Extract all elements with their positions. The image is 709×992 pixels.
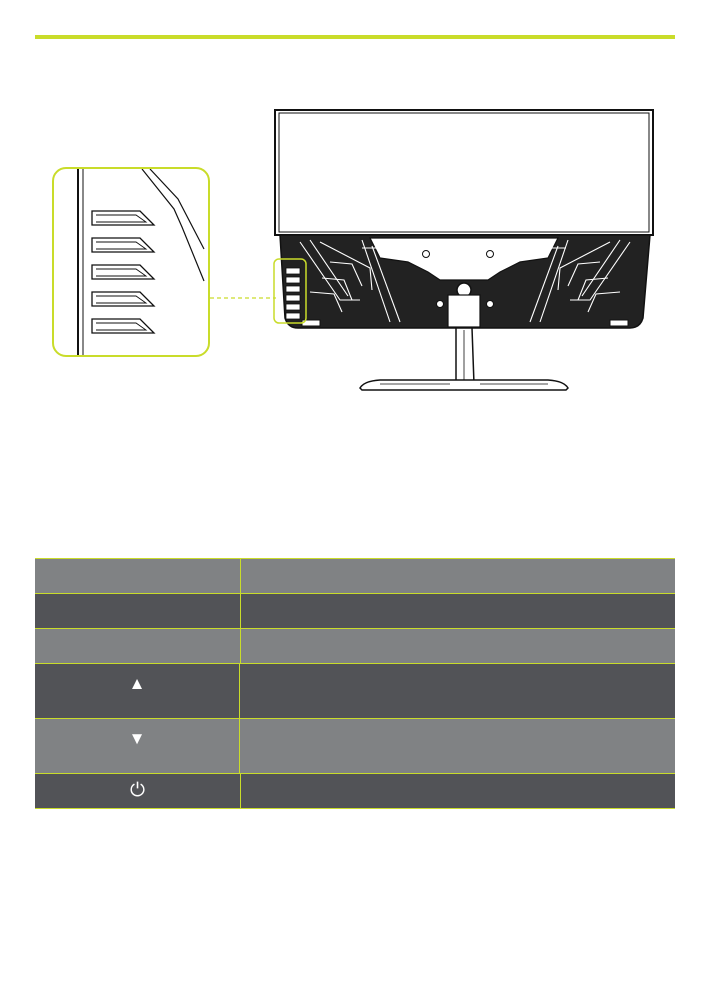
e-button[interactable] <box>90 236 156 254</box>
stand-neck <box>456 328 474 384</box>
button-row-m <box>90 209 200 227</box>
table-key-cell <box>35 719 240 773</box>
table-row <box>35 558 675 593</box>
power-icon: ⏻ <box>129 780 146 801</box>
table-key-cell <box>35 594 241 628</box>
table-value-cell <box>240 664 675 718</box>
monitor-panel <box>275 110 653 235</box>
table-value-cell <box>241 629 675 663</box>
table-row <box>35 773 675 809</box>
table-value-cell <box>240 719 675 773</box>
button-callout <box>52 167 210 357</box>
table-value-cell <box>241 774 675 808</box>
table-key-cell <box>35 664 240 718</box>
up-button[interactable] <box>90 263 156 281</box>
down-button[interactable] <box>90 290 156 308</box>
table-value-cell <box>241 594 675 628</box>
controls-table <box>35 558 675 809</box>
button-row-up <box>90 263 200 281</box>
down-arrow-icon: ▼ <box>128 729 146 748</box>
button-row-e <box>90 236 200 254</box>
m-button[interactable] <box>90 209 156 227</box>
button-row-down <box>90 290 200 308</box>
button-row-power <box>90 317 200 335</box>
stand-base <box>360 380 568 390</box>
table-value-cell <box>241 559 675 593</box>
table-row <box>35 718 675 773</box>
table-row <box>35 628 675 663</box>
table-row <box>35 593 675 628</box>
table-key-cell <box>35 774 241 808</box>
table-row <box>35 663 675 718</box>
up-arrow-icon: ▲ <box>128 674 146 693</box>
power-button[interactable] <box>90 317 156 335</box>
table-key-cell <box>35 559 241 593</box>
table-key-cell <box>35 629 241 663</box>
